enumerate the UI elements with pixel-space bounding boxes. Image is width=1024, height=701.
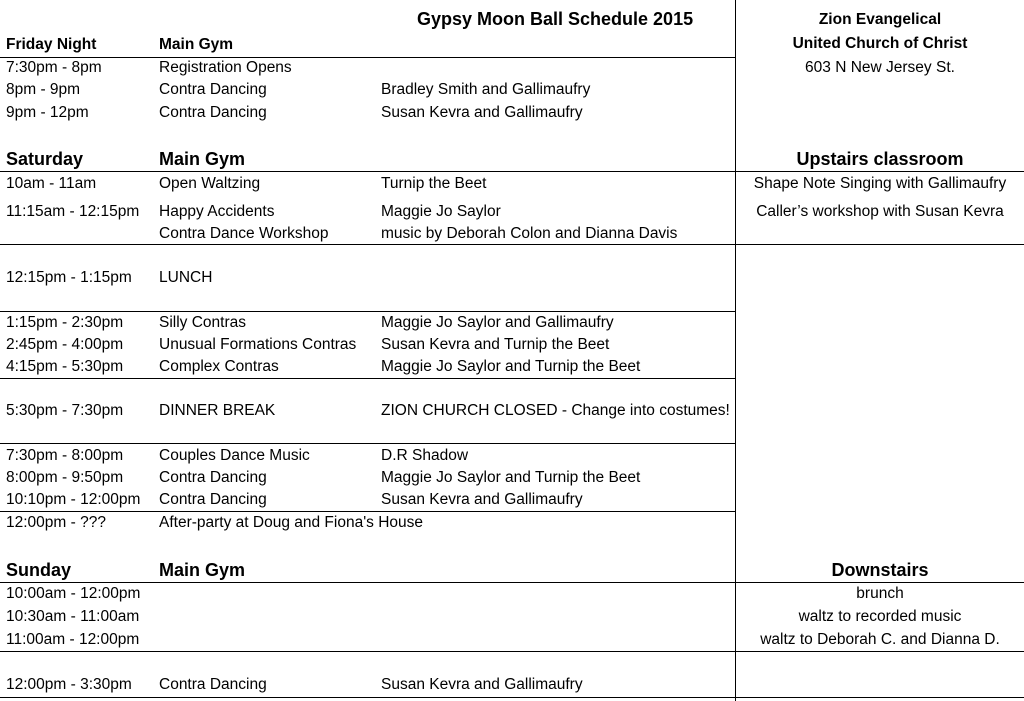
schedule-event: Contra Dancing	[159, 491, 267, 508]
grid-line	[0, 697, 1024, 698]
venue-address: 603 N New Jersey St.	[805, 59, 955, 76]
schedule-event: Contra Dance Workshop	[159, 225, 329, 242]
schedule-time: 10:30am - 11:00am	[6, 608, 140, 625]
schedule-event: Contra Dancing	[159, 81, 267, 98]
saturday-heading: Saturday	[6, 149, 84, 169]
schedule-event: LUNCH	[159, 269, 213, 286]
schedule-time: 5:30pm - 7:30pm	[6, 402, 124, 419]
grid-line	[0, 171, 1024, 172]
schedule-time: 12:00pm - ???	[6, 514, 106, 531]
schedule-event: After-party at Doug and Fiona's House	[159, 514, 424, 531]
schedule-performer: ZION CHURCH CLOSED - Change into costumes!	[381, 402, 730, 419]
sunday-side-heading: Downstairs	[831, 560, 929, 580]
schedule-time: 10:00am - 12:00pm	[6, 585, 141, 602]
schedule-event: Contra Dancing	[159, 469, 267, 486]
schedule-performer: Turnip the Beet	[381, 175, 487, 192]
schedule-event: Unusual Formations Contras	[159, 336, 357, 353]
schedule-time: 10am - 11am	[6, 175, 97, 192]
saturday-side-heading: Upstairs classroom	[796, 149, 964, 169]
sunday-heading: Sunday	[6, 560, 72, 580]
schedule-time: 11:00am - 12:00pm	[6, 631, 140, 648]
schedule-time: 2:45pm - 4:00pm	[6, 336, 124, 353]
venue-name: Zion Evangelical	[818, 11, 942, 28]
schedule-performer: Bradley Smith and Gallimaufry	[381, 81, 591, 98]
schedule-performer: music by Deborah Colon and Dianna Davis	[381, 225, 678, 242]
schedule-time: 7:30pm - 8:00pm	[6, 447, 124, 464]
schedule-performer: D.R Shadow	[381, 447, 469, 464]
schedule-event: Couples Dance Music	[159, 447, 310, 464]
page-title: Gypsy Moon Ball Schedule 2015	[417, 9, 694, 29]
friday-heading: Friday Night	[6, 36, 97, 53]
sunday-side-item: brunch	[856, 585, 904, 602]
schedule-time: 12:15pm - 1:15pm	[6, 269, 132, 286]
schedule-time: 4:15pm - 5:30pm	[6, 358, 124, 375]
schedule-event: Contra Dancing	[159, 676, 267, 693]
schedule-event: Contra Dancing	[159, 104, 267, 121]
grid-line	[0, 651, 1024, 652]
schedule-time: 8pm - 9pm	[6, 81, 81, 98]
schedule-performer: Susan Kevra and Gallimaufry	[381, 491, 583, 508]
venue-church: United Church of Christ	[792, 35, 968, 52]
saturday-side-item: Shape Note Singing with Gallimaufry	[753, 175, 1007, 192]
schedule-performer: Maggie Jo Saylor	[381, 203, 501, 220]
sunday-location: Main Gym	[159, 560, 246, 580]
grid-line	[0, 378, 735, 379]
schedule-time: 7:30pm - 8pm	[6, 59, 102, 76]
schedule-time: 12:00pm - 3:30pm	[6, 676, 132, 693]
friday-location: Main Gym	[159, 36, 234, 53]
sunday-side-item: waltz to recorded music	[798, 608, 962, 625]
schedule-performer: Maggie Jo Saylor and Turnip the Beet	[381, 358, 641, 375]
sunday-side-item: waltz to Deborah C. and Dianna D.	[760, 631, 1000, 648]
schedule-time: 10:10pm - 12:00pm	[6, 491, 141, 508]
schedule-time: 1:15pm - 2:30pm	[6, 314, 124, 331]
schedule-performer: Maggie Jo Saylor and Turnip the Beet	[381, 469, 641, 486]
grid-line	[0, 244, 1024, 245]
grid-line	[0, 311, 735, 312]
schedule-performer: Susan Kevra and Gallimaufry	[381, 676, 583, 693]
schedule-performer: Susan Kevra and Turnip the Beet	[381, 336, 610, 353]
grid-line	[0, 57, 735, 58]
schedule-event: Silly Contras	[159, 314, 246, 331]
schedule-performer: Maggie Jo Saylor and Gallimaufry	[381, 314, 614, 331]
schedule-event: DINNER BREAK	[159, 402, 276, 419]
grid-line	[0, 443, 735, 444]
schedule-time: 9pm - 12pm	[6, 104, 89, 121]
schedule-performer: Susan Kevra and Gallimaufry	[381, 104, 583, 121]
saturday-side-item: Caller’s workshop with Susan Kevra	[756, 203, 1004, 220]
schedule-event: Happy Accidents	[159, 203, 275, 220]
saturday-location: Main Gym	[159, 149, 246, 169]
grid-line	[0, 582, 1024, 583]
schedule-event: Complex Contras	[159, 358, 279, 375]
schedule-event: Registration Opens	[159, 59, 292, 76]
schedule-time: 8:00pm - 9:50pm	[6, 469, 124, 486]
schedule-time: 11:15am - 12:15pm	[6, 203, 140, 220]
schedule-event: Open Waltzing	[159, 175, 261, 192]
grid-line	[0, 511, 735, 512]
